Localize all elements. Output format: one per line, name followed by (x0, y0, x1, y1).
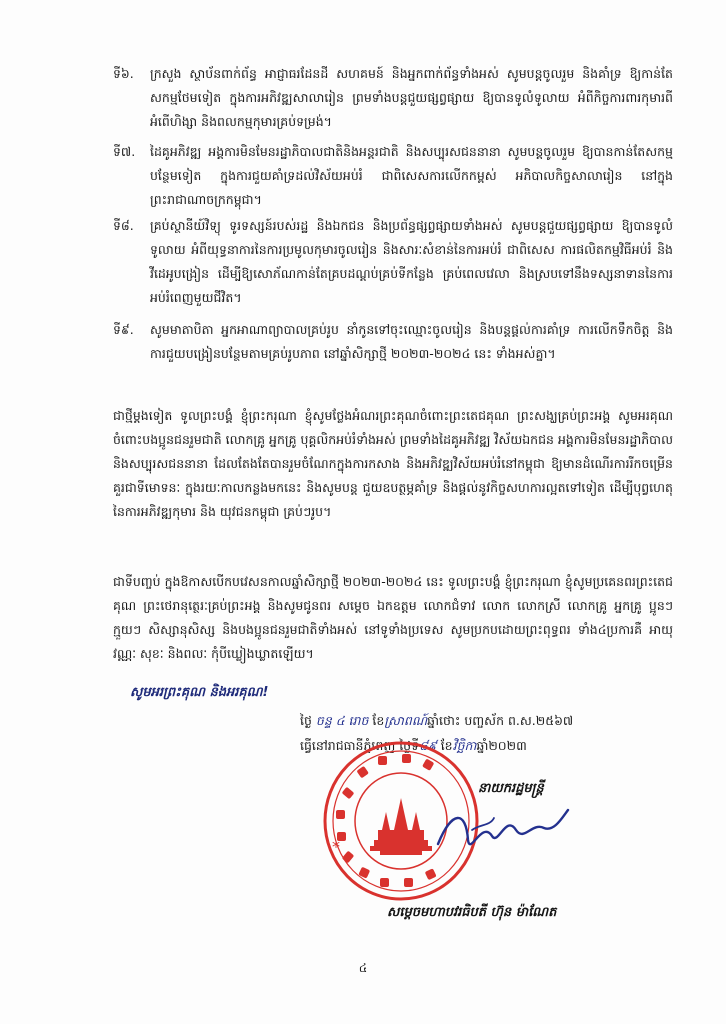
item-number: ទី៧. (113, 144, 136, 159)
item-number: ទី៨. (113, 218, 134, 233)
list-item (113, 318, 673, 390)
thanks-paragraph: ជាថ្មីម្តងទៀត ទូលព្រះបង្គំ ខ្ញុំព្រះករុណា ខ្ញុំសូមថ្លែងអំណរព្រះគុណចំពោះព្រះតេជគុណ ព្រះសង្ឃគ្រប់ព្រះអង្គ សូមអរគុណចំពោះបងប្អូនជនរួមជាតិ លោកគ្រូ អ្នកគ្រូ បុគ្គលិកអប់រំទាំងអស់ ព្រមទាំងដៃគូអភិវឌ្ឍ វិស័យឯកជន អង្គការមិនមែនរដ្ឋាភិបាល និងសប្បុរសជននានា ដែលតែងតែបានរួមចំណែកក្នុងការកសាង និងអភិវឌ្ឍវិស័យអប់រំនៅកម្ពុជា ឱ្យមានដំណើរការរីកចម្រើនគួរជាទីមោទនៈ ក្នុងរយៈកាលកន្លងមកនេះ និងសូមបន្ត ជួយឧបត្ថម្ភគាំទ្រ និងផ្តល់នូវកិច្ចសហការល្អតទៅទៀត ដើម្បីបុព្វហេតុនៃការអភិវឌ្ឍកុមារ និង យុវជនកម្ពុជា គ្រប់ៗរូប។ (113, 408, 673, 519)
solar-month-handwritten: វិច្ឆិកា (452, 738, 477, 753)
item-number: ទី៩. (113, 322, 134, 337)
thanks-line: សូមអរព្រះគុណ និងអរគុណ! (130, 685, 269, 700)
lunar-date-line (300, 710, 573, 732)
lunar-year: ឆ្នាំថោះ បញ្ចស័ក ព.ស.២៥៦៧ (427, 713, 574, 728)
signer-rank: នាយករដ្ឋមន្ត្រី (478, 781, 544, 796)
lunar-day-handwritten: ចន្ទ ៤ រោច (315, 713, 369, 728)
solar-day-handwritten: ៨៩ (419, 738, 437, 753)
item-text: សូមមាតាបិតា អ្នកអាណាព្យាបាលគ្រប់រូប នាំកូនទៅចុះឈ្មោះចូលរៀន និងបន្តផ្តល់ការគាំទ្រ ការលើកទឹកចិត្ត និងការជួយបង្រៀនបន្ថែមតាមគ្រប់រូបភាព នៅឆ្នាំសិក្សាថ្មី ២០២៣-២០២៤ នេះ ទាំងអស់គ្នា។ (150, 322, 673, 361)
solar-date-prefix: ធ្វើនៅរាជធានីភ្នំពេញ ថ្ងៃទី (300, 738, 420, 753)
signer-name: សម្តេចមហាបវរធិបតី ហ៊ុន ម៉ាណែត (387, 905, 557, 920)
list-item (113, 214, 673, 310)
item-text: ដៃគូអភិវឌ្ឍ អង្គការមិនមែនរដ្ឋាភិបាលជាតិនិងអន្តរជាតិ និងសប្បុរសជននានា សូមបន្តចូលរួម ឱ្យបានកាន់តែសកម្មបន្ថែមទៀត ក្នុងការជួយគាំទ្រដល់វិស័យអប់រំ ជាពិសេសការលើកកម្ពស់ អភិបាលកិច្ចសាលារៀន នៅក្នុងព្រះរាជាណាចក្រកម្ពុជា។ (150, 144, 673, 207)
lunar-date-prefix: ថ្ងៃ (300, 713, 312, 728)
closing-paragraph: ជាទីបញ្ចប់ ក្នុងឱកាសបើកបវេសនកាលឆ្នាំសិក្សាថ្មី ២០២៣-២០២៤ នេះ ទូលព្រះបង្គំ ខ្ញុំព្រះករុណា ខ្ញុំសូមប្រគេនពរព្រះតេជគុណ ព្រះថេរានុត្ថេរៈគ្រប់ព្រះអង្គ និងសូមជូនពរ សម្តេច ឯកឧត្តម លោកជំទាវ លោក លោកស្រី លោកគ្រូ អ្នកគ្រូ ប្អូនៗ ក្មួយៗ សិស្សានុសិស្ស និងបងប្អូនជនរួមជាតិទាំងអស់ នៅទូទាំងប្រទេស សូមប្រកបដោយព្រះពុទ្ធពរ ទាំង៤ប្រការគឺ អាយុ វណ្ណៈ សុខៈ និងពលៈ កុំបីឃ្លៀងឃ្លាតឡើយ។ (113, 574, 673, 661)
item-number: ទី៦. (113, 66, 134, 81)
svg-text:*: * (332, 837, 340, 856)
solar-year: ឆ្នាំ២០២៣ (476, 738, 527, 753)
lunar-month-handwritten: ស្រាពណ៍ (384, 713, 428, 728)
solar-month-label: ខែ (440, 738, 453, 753)
list-item (113, 62, 673, 134)
item-text: គ្រប់ស្ថានីយ៍វិទ្យុ ទូរទស្សន៍របស់រដ្ឋ និងឯកជន និងប្រព័ន្ធផ្សព្វផ្សាយទាំងអស់ សូមបន្តជួយផ្សព្វផ្សាយ ឱ្យបានទូលំទូលាយ អំពីយុទ្ធនាការនៃការប្រមូលកុមារចូលរៀន និងសារៈសំខាន់នៃការអប់រំ ជាពិសេស ការផលិតកម្មវិធីអប់រំ និងវីដេអូបង្រៀន ដើម្បីឱ្យសោភ័ណកាន់តែគ្របដណ្តប់គ្រប់ទីកន្លែង គ្រប់ពេលវេលា និងស្របទៅនឹងទស្សនាទាននៃការអប់រំពេញមួយជីវិត។ (150, 218, 673, 305)
item-text: ក្រសួង ស្ថាប័នពាក់ព័ន្ធ អាជ្ញាធរដែនដី សហគមន៍ និងអ្នកពាក់ព័ន្ធទាំងអស់ សូមបន្តចូលរួម និងគាំទ្រ ឱ្យកាន់តែសកម្មថែមទៀត ក្នុងការអភិវឌ្ឍសាលារៀន ព្រមទាំងបន្តជួយផ្សព្វផ្សាយ ឱ្យបានទូលំទូលាយ អំពីកិច្ចការពារកុមារពីអំពើហិង្សា និងពលកម្មកុមារគ្រប់ទម្រង់។ (150, 66, 673, 129)
list-item (113, 140, 673, 212)
page-number: ៤ (358, 961, 368, 975)
signature-icon (432, 800, 572, 860)
lunar-month-label: ខែ (372, 713, 385, 728)
